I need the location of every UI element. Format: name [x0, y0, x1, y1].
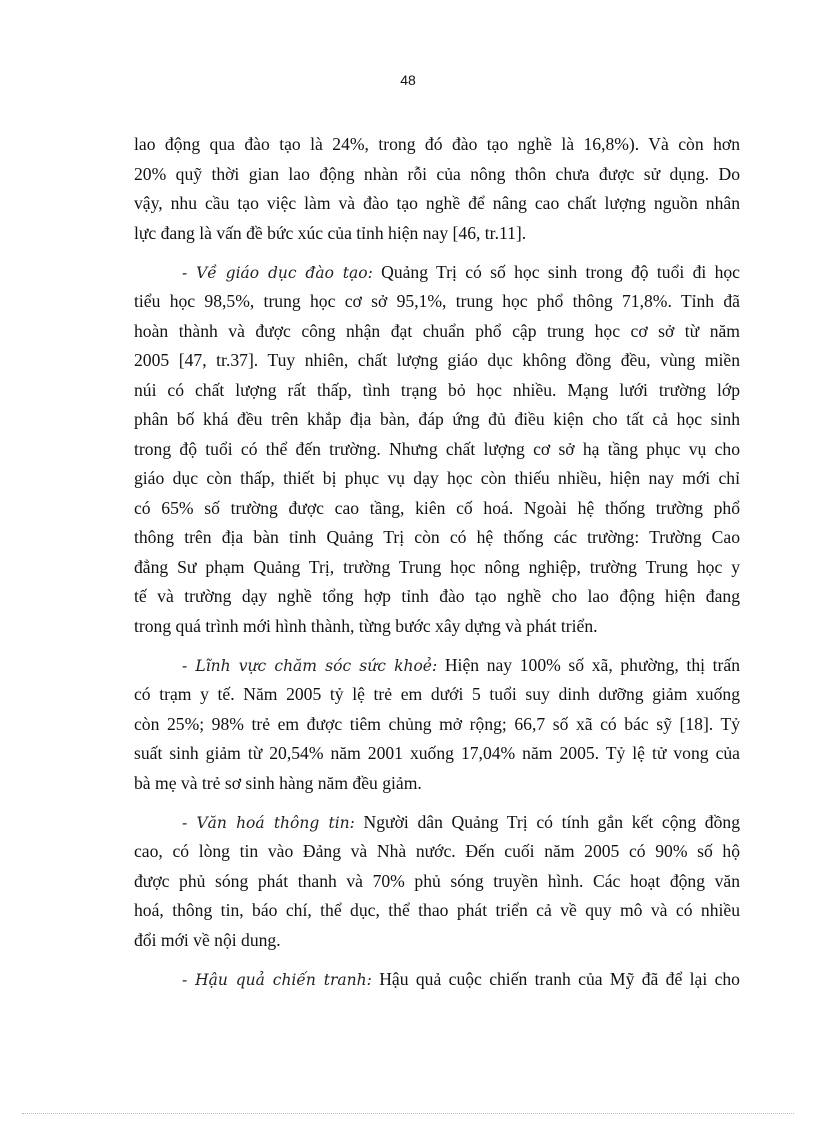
line-text: bà mẹ và trẻ sơ sinh hàng năm đều giảm. [134, 772, 422, 793]
line-text: phân bố khá đều trên khắp địa bàn, đáp ứng đủ điều kiện cho tất cả học sinh [134, 409, 740, 429]
text-line [134, 769, 740, 799]
paragraph [134, 651, 740, 799]
paragraph [134, 808, 740, 956]
text-line [134, 612, 740, 642]
section-lead: - Văn hoá thông tin: [182, 813, 355, 832]
line-text: núi có chất lượng rất thấp, tình trạng bỏ học nhiều. Mạng lưới trường lớp [134, 379, 740, 400]
line-text: Quảng Trị có số học sinh trong độ tuổi đi học [372, 261, 740, 282]
line-text: vậy, nhu cầu tạo việc làm và đào tạo nghề để nâng cao chất lượng nguồn nhân [134, 193, 740, 213]
paragraph [134, 130, 740, 248]
line-text: lực đang là vấn đề bức xúc của tỉnh hiện nay [46, tr.11]. [134, 222, 527, 243]
line-text: được phủ sóng phát thanh và 70% phủ sóng truyền hình. Các hoạt động văn [134, 870, 740, 891]
text-line [134, 553, 740, 583]
line-text: tế và trường dạy nghề tổng hợp tỉnh đào tạo nghề cho lao động hiện đang [134, 586, 740, 606]
paragraph [134, 965, 740, 995]
text-line [134, 739, 740, 769]
section-lead: - Lĩnh vực chăm sóc sức khoẻ: [182, 656, 438, 675]
text-line [134, 710, 740, 740]
body-text [134, 130, 740, 1004]
line-text: Hiện nay 100% số xã, phường, thị trấn [437, 654, 740, 675]
text-line [134, 130, 740, 160]
text-line [134, 464, 740, 494]
line-text: Người dân Quảng Trị có tính gắn kết cộng đồng [354, 811, 740, 832]
line-text: lao động qua đào tạo là 24%, trong đó đào tạo nghề là 16,8%). Và còn hơn [134, 134, 740, 154]
text-line [134, 317, 740, 347]
line-text: trong độ tuổi có thể đến trường. Nhưng chất lượng cơ sở hạ tầng phục vụ cho [134, 438, 740, 459]
text-line [134, 189, 740, 219]
paragraph [134, 258, 740, 642]
text-line [134, 435, 740, 465]
line-text: 20% quỹ thời gian lao động nhàn rỗi của nông thôn chưa được sử dụng. Do [134, 163, 740, 184]
text-line [134, 405, 740, 435]
text-line [134, 582, 740, 612]
line-text: tiểu học 98,5%, trung học cơ sở 95,1%, trung học phổ thông 71,8%. Tỉnh đã [134, 291, 740, 311]
text-line [134, 867, 740, 897]
page-number: 48 [400, 72, 416, 88]
text-line [134, 494, 740, 524]
line-text: giáo dục còn thấp, thiết bị phục vụ dạy học còn thiếu nhiều, hiện nay mới chỉ [134, 468, 740, 488]
line-text: thông trên địa bàn tỉnh Quảng Trị còn có hệ thống các trường: Trường Cao [134, 527, 740, 547]
line-text: 2005 [47, tr.37]. Tuy nhiên, chất lượng giáo dục không đồng đều, vùng miền [134, 350, 740, 370]
line-text: suất sinh giảm từ 20,54% năm 2001 xuống 17,04% năm 2005. Tỷ lệ tử vong của [134, 743, 740, 763]
text-line [134, 523, 740, 553]
text-line [134, 808, 740, 838]
line-text: Hậu quả cuộc chiến tranh của Mỹ đã để lại cho [371, 968, 740, 989]
text-line [134, 376, 740, 406]
text-line [134, 926, 740, 956]
text-line [134, 837, 740, 867]
line-text: cao, có lòng tin vào Đảng và Nhà nước. Đến cuối năm 2005 có 90% số hộ [134, 841, 740, 861]
line-text: trong quá trình mới hình thành, từng bước xây dựng và phát triển. [134, 615, 598, 636]
text-line [134, 258, 740, 288]
text-line [134, 965, 740, 995]
line-text: đẳng Sư phạm Quảng Trị, trường Trung học nông nghiệp, trường Trung học y [134, 556, 740, 577]
text-line [134, 651, 740, 681]
text-line [134, 160, 740, 190]
page-bottom-rule [22, 1113, 794, 1114]
line-text: còn 25%; 98% trẻ em được tiêm chủng mở rộng; 66,7 số xã có bác sỹ [18]. Tỷ [134, 713, 740, 734]
line-text: hoàn thành và được công nhận đạt chuẩn phổ cập trung học cơ sở từ năm [134, 320, 740, 341]
section-lead: - Hậu quả chiến tranh: [182, 970, 372, 989]
line-text: có 65% số trường được cao tầng, kiên cố hoá. Ngoài hệ thống trường phổ [134, 497, 740, 518]
line-text: hoá, thông tin, báo chí, thể dục, thể thao phát triển cả về quy mô và có nhiều [134, 900, 740, 920]
text-line [134, 346, 740, 376]
text-line [134, 219, 740, 249]
text-line [134, 680, 740, 710]
text-line [134, 287, 740, 317]
section-lead: - Về giáo dục đào tạo: [182, 263, 373, 282]
line-text: đổi mới về nội dung. [134, 929, 281, 950]
line-text: có trạm y tế. Năm 2005 tỷ lệ trẻ em dưới 5 tuổi suy dinh dưỡng giảm xuống [134, 684, 740, 704]
text-line [134, 896, 740, 926]
